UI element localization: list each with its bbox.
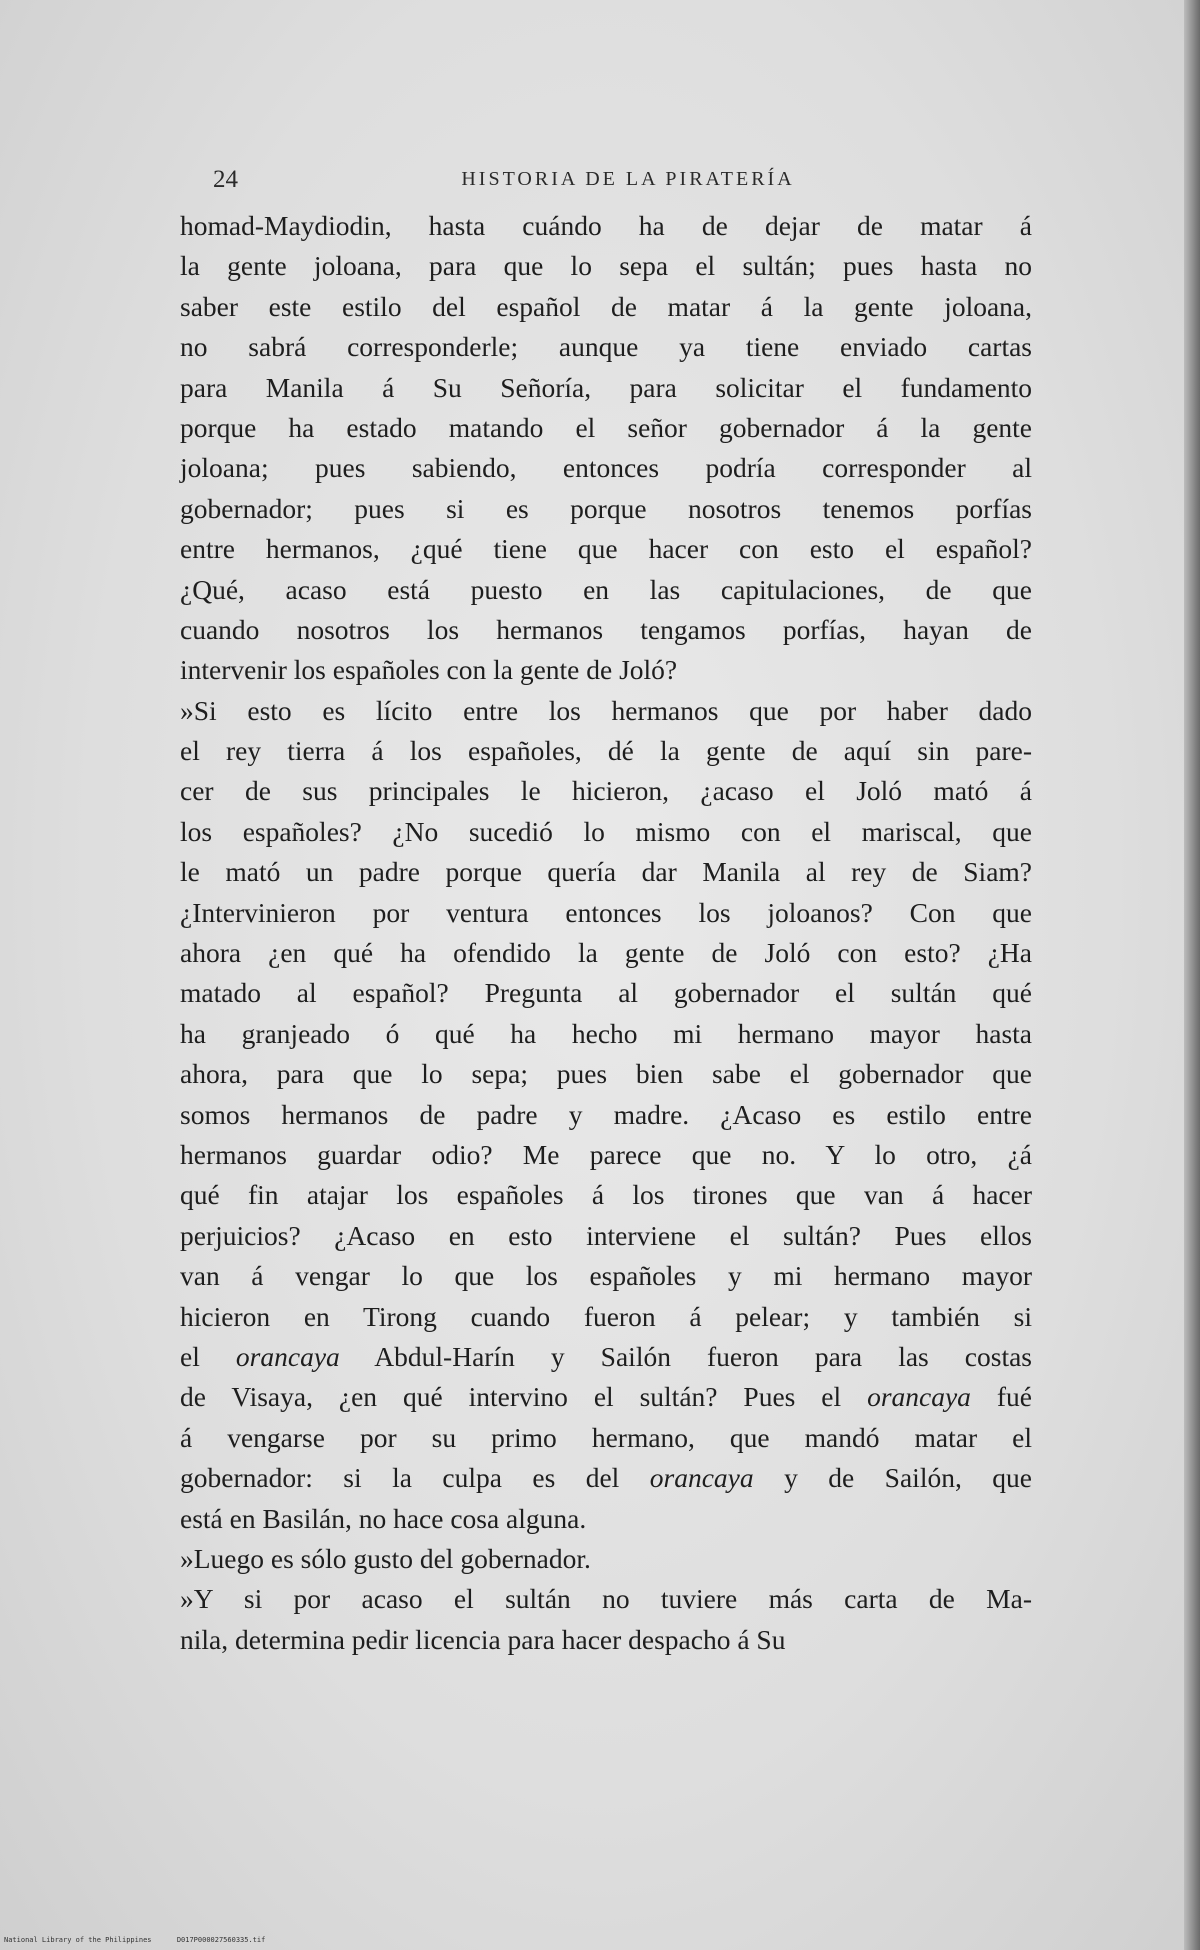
running-title: HISTORIA DE LA PIRATERÍA bbox=[461, 168, 795, 190]
text-line bbox=[180, 1337, 1032, 1377]
text-line: ahora, para que lo sepa; pues bien sabe el gobernador que bbox=[180, 1058, 1032, 1090]
text-line: el rey tierra á los españoles, dé la gente de aquí sin pare- bbox=[180, 735, 1032, 767]
italic-term: orancaya bbox=[649, 1462, 754, 1494]
text-line: nila, determina pedir licencia para hacer despacho á Su bbox=[180, 1623, 786, 1655]
text-segment: de Visaya, ¿en qué intervino el sultán? Pues el bbox=[180, 1381, 868, 1413]
italic-term: orancaya bbox=[235, 1340, 340, 1372]
text-line: joloana; pues sabiendo, entonces podría corresponder al bbox=[180, 452, 1032, 484]
italic-term: orancaya bbox=[867, 1381, 971, 1413]
text-line: no sabrá corresponderle; aunque ya tiene enviado cartas bbox=[180, 331, 1032, 363]
text-line: hermanos guardar odio? Me parece que no. Y lo otro, ¿á bbox=[180, 1138, 1032, 1170]
text-line: »Luego es sólo gusto del gobernador. bbox=[180, 1542, 591, 1574]
text-line: á vengarse por su primo hermano, que mandó matar el bbox=[180, 1421, 1032, 1453]
text-line: ¿Intervinieron por ventura entonces los joloanos? Con que bbox=[180, 896, 1032, 928]
text-line: para Manila á Su Señoría, para solicitar el fundamento bbox=[180, 371, 1032, 403]
text-line: hicieron en Tirong cuando fueron á pelear; y también si bbox=[180, 1300, 1032, 1332]
text-segment: fué bbox=[970, 1381, 1032, 1413]
footer-library: National Library of the Philippines bbox=[4, 1936, 152, 1944]
text-line: gobernador; pues si es porque nosotros tenemos porfías bbox=[180, 492, 1032, 524]
text-line: está en Basilán, no hace cosa alguna. bbox=[180, 1502, 587, 1534]
body-text bbox=[180, 206, 1032, 1660]
page-header bbox=[213, 166, 1043, 196]
text-line: homad-Maydiodin, hasta cuándo ha de dejar de matar á bbox=[180, 210, 1032, 241]
text-line: saber este estilo del español de matar á la gente joloana, bbox=[180, 290, 1032, 322]
text-line bbox=[180, 1377, 1032, 1417]
text-line: perjuicios? ¿Acaso en esto interviene el sultán? Pues ellos bbox=[180, 1219, 1032, 1251]
page-edge-shadow bbox=[1184, 0, 1200, 1950]
text-line: los españoles? ¿No sucedió lo mismo con el mariscal, que bbox=[180, 815, 1032, 847]
text-line: somos hermanos de padre y madre. ¿Acaso es estilo entre bbox=[180, 1098, 1032, 1130]
text-line: qué fin atajar los españoles á los tirones que van á hacer bbox=[180, 1179, 1032, 1211]
scan-footer bbox=[4, 1936, 265, 1944]
text-line: porque ha estado matando el señor gobernador á la gente bbox=[180, 411, 1032, 443]
text-segment: gobernador: si la culpa es del bbox=[180, 1462, 650, 1494]
footer-file-id: D017P000027560335.tif bbox=[176, 1936, 266, 1944]
text-line: cer de sus principales le hicieron, ¿acaso el Joló mató á bbox=[180, 775, 1032, 807]
text-line bbox=[180, 1458, 1032, 1498]
text-segment: y de Sailón, que bbox=[753, 1462, 1032, 1494]
text-line: cuando nosotros los hermanos tengamos porfías, hayan de bbox=[180, 613, 1032, 645]
text-line: »Si esto es lícito entre los hermanos que por haber dado bbox=[180, 694, 1032, 726]
text-line: ahora ¿en qué ha ofendido la gente de Joló con esto? ¿Ha bbox=[180, 937, 1032, 969]
text-line: van á vengar lo que los españoles y mi hermano mayor bbox=[180, 1260, 1032, 1292]
text-line: ha granjeado ó qué ha hecho mi hermano mayor hasta bbox=[180, 1017, 1032, 1049]
text-line: la gente joloana, para que lo sepa el sultán; pues hasta no bbox=[180, 250, 1032, 282]
text-line: intervenir los españoles con la gente de Joló? bbox=[180, 654, 678, 686]
text-segment: Abdul-Harín y Sailón fueron para las costas bbox=[339, 1340, 1032, 1372]
text-segment: el bbox=[180, 1340, 236, 1372]
text-line: le mató un padre porque quería dar Manila al rey de Siam? bbox=[180, 856, 1032, 888]
text-line: matado al español? Pregunta al gobernador el sultán qué bbox=[180, 977, 1032, 1009]
text-line: »Y si por acaso el sultán no tuviere más carta de Ma- bbox=[180, 1583, 1032, 1615]
text-line: ¿Qué, acaso está puesto en las capitulaciones, de que bbox=[180, 573, 1032, 605]
text-line: entre hermanos, ¿qué tiene que hacer con esto el español? bbox=[180, 533, 1032, 565]
page-number: 24 bbox=[213, 166, 238, 193]
